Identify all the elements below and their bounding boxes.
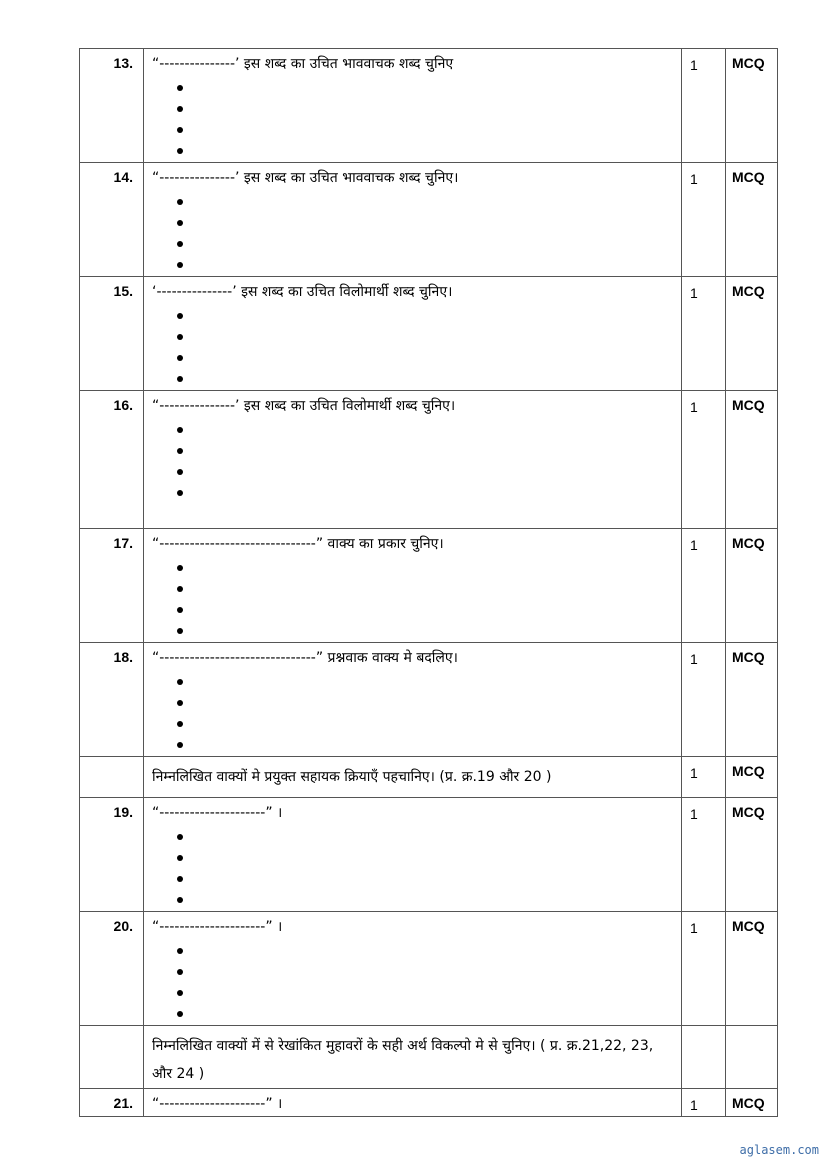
question-cell	[144, 757, 682, 798]
question-row	[80, 798, 778, 912]
question-type-cell: MCQ	[726, 529, 778, 643]
question-cell	[144, 643, 682, 757]
question-row	[80, 912, 778, 1026]
question-text: ‘---------------’ इस शब्द का उचित विलोमार्थी शब्द चुनिए।	[152, 284, 453, 300]
options-list	[152, 826, 681, 910]
question-number	[80, 757, 144, 798]
options-list	[152, 191, 681, 275]
option-bullet	[174, 305, 681, 326]
option-bullet	[174, 98, 681, 119]
question-row	[80, 1089, 778, 1117]
option-bullet	[174, 140, 681, 161]
question-number: 21.	[80, 1089, 144, 1117]
option-bullet	[174, 868, 681, 889]
option-bullet	[174, 599, 681, 620]
option-bullet	[174, 578, 681, 599]
question-text: “---------------------” ।	[152, 919, 283, 935]
question-cell	[144, 391, 682, 529]
option-bullet	[174, 119, 681, 140]
question-cell	[144, 1026, 682, 1089]
marks-cell: 1	[682, 529, 726, 643]
option-bullet	[174, 671, 681, 692]
question-number: 19.	[80, 798, 144, 912]
options-list	[152, 671, 681, 755]
option-bullet	[174, 692, 681, 713]
option-bullet	[174, 734, 681, 755]
question-number: 16.	[80, 391, 144, 529]
instruction-text: निम्नलिखित वाक्यों मे प्रयुक्त सहायक क्रियाएँ पहचानिए। (प्र. क्र.19 और 20 )	[152, 769, 552, 785]
question-cell	[144, 49, 682, 163]
question-row	[80, 163, 778, 277]
question-type-cell: MCQ	[726, 163, 778, 277]
question-type-cell: MCQ	[726, 757, 778, 798]
question-number	[80, 1026, 144, 1089]
question-number: 13.	[80, 49, 144, 163]
question-row	[80, 49, 778, 163]
question-type-cell: MCQ	[726, 912, 778, 1026]
option-bullet	[174, 557, 681, 578]
question-type-cell: MCQ	[726, 277, 778, 391]
marks-cell	[682, 1026, 726, 1089]
option-bullet	[174, 940, 681, 961]
question-cell	[144, 529, 682, 643]
question-table	[79, 48, 778, 1117]
marks-cell: 1	[682, 757, 726, 798]
marks-cell: 1	[682, 798, 726, 912]
option-bullet	[174, 1003, 681, 1024]
option-bullet	[174, 212, 681, 233]
question-text: “-------------------------------” प्रश्नवाक वाक्य मे बदलिए।	[152, 650, 458, 666]
marks-cell: 1	[682, 49, 726, 163]
question-cell	[144, 1089, 682, 1117]
question-text: “---------------------” ।	[152, 1096, 283, 1112]
instruction-row	[80, 1026, 778, 1089]
option-bullet	[174, 620, 681, 641]
question-type-cell	[726, 1026, 778, 1089]
watermark: aglasem.com	[739, 1143, 819, 1157]
option-bullet	[174, 233, 681, 254]
question-cell	[144, 277, 682, 391]
instruction-text: निम्नलिखित वाक्यों में से रेखांकित मुहावरों के सही अर्थ विकल्पो मे से चुनिए। ( प्र. क्र.21,22, 23, और 24 )	[152, 1038, 654, 1082]
question-text: “---------------’ इस शब्द का उचित भाववाचक शब्द चुनिए।	[152, 170, 459, 186]
options-list	[152, 77, 681, 161]
question-type-cell: MCQ	[726, 1089, 778, 1117]
question-number: 14.	[80, 163, 144, 277]
option-bullet	[174, 826, 681, 847]
question-text: “---------------’ इस शब्द का उचित विलोमार्थी शब्द चुनिए।	[152, 398, 456, 414]
question-text: “-------------------------------” वाक्य का प्रकार चुनिए।	[152, 536, 444, 552]
question-row	[80, 529, 778, 643]
marks-cell: 1	[682, 912, 726, 1026]
option-bullet	[174, 440, 681, 461]
question-text: “---------------------” ।	[152, 805, 283, 821]
option-bullet	[174, 347, 681, 368]
option-bullet	[174, 461, 681, 482]
question-number: 20.	[80, 912, 144, 1026]
marks-cell: 1	[682, 1089, 726, 1117]
question-type-cell: MCQ	[726, 643, 778, 757]
question-cell	[144, 163, 682, 277]
marks-cell: 1	[682, 391, 726, 529]
marks-cell: 1	[682, 643, 726, 757]
marks-cell: 1	[682, 277, 726, 391]
option-bullet	[174, 191, 681, 212]
option-bullet	[174, 982, 681, 1003]
option-bullet	[174, 77, 681, 98]
option-bullet	[174, 713, 681, 734]
question-row	[80, 391, 778, 529]
option-bullet	[174, 254, 681, 275]
question-cell	[144, 798, 682, 912]
options-list	[152, 305, 681, 389]
marks-cell: 1	[682, 163, 726, 277]
question-type-cell: MCQ	[726, 798, 778, 912]
options-list	[152, 557, 681, 641]
question-type-cell: MCQ	[726, 391, 778, 529]
option-bullet	[174, 961, 681, 982]
question-number: 17.	[80, 529, 144, 643]
option-bullet	[174, 419, 681, 440]
question-type-cell: MCQ	[726, 49, 778, 163]
question-row	[80, 277, 778, 391]
question-row	[80, 643, 778, 757]
options-list	[152, 940, 681, 1024]
question-text: “---------------’ इस शब्द का उचित भाववाचक शब्द चुनिए	[152, 56, 454, 72]
question-number: 18.	[80, 643, 144, 757]
instruction-row	[80, 757, 778, 798]
option-bullet	[174, 847, 681, 868]
option-bullet	[174, 482, 681, 503]
question-cell	[144, 912, 682, 1026]
option-bullet	[174, 889, 681, 910]
options-list	[152, 419, 681, 503]
option-bullet	[174, 326, 681, 347]
question-number: 15.	[80, 277, 144, 391]
option-bullet	[174, 368, 681, 389]
